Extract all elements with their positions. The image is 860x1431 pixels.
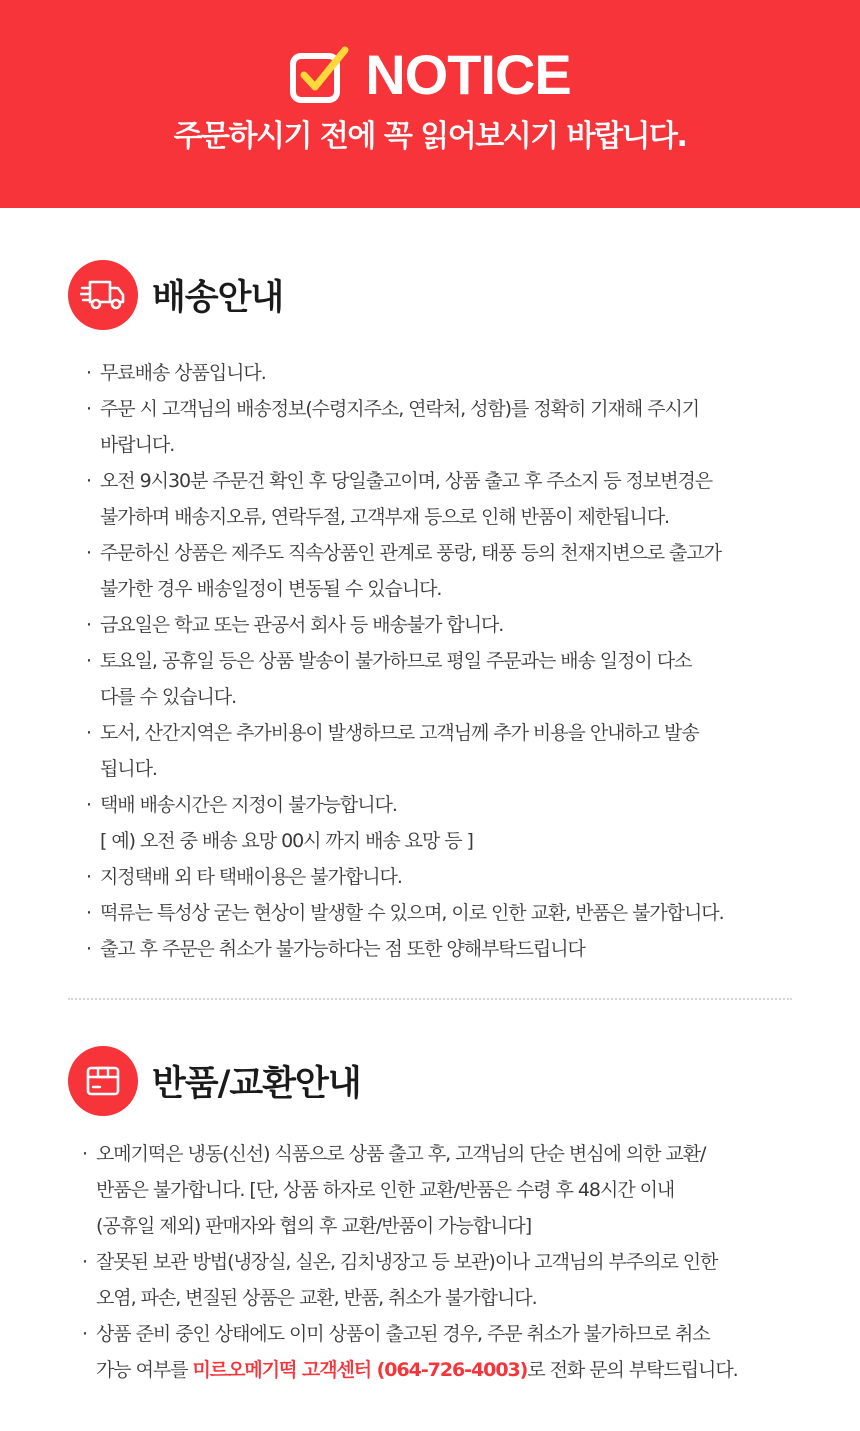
list-item: · 도서, 산간지역은 추가비용이 발생하므로 고객님께 추가 비용을 안내하고 발송 됩니다. <box>86 715 724 787</box>
section-divider <box>68 998 792 1000</box>
list-item: · 토요일, 공휴일 등은 상품 발송이 불가하므로 평일 주문과는 배송 일정이 다소 다를 수 있습니다. <box>86 643 724 715</box>
list-item: · 오전 9시30분 주문건 확인 후 당일출고이며, 상품 출고 후 주소지 등 정보변경은 불가하며 배송지오류, 연락두절, 고객부재 등으로 인해 반품이 제한됩니다. <box>86 463 724 535</box>
notice-subtitle: 주문하시기 전에 꼭 읽어보시기 바랍니다. <box>173 119 687 154</box>
list-item: · 상품 준비 중인 상태에도 이미 상품이 출고된 경우, 주문 취소가 불가하므로 취소 가능 여부를 미르오메기떡 고객센터 (064-726-4003)로 전화 문의 부탁드립니다. <box>82 1316 738 1388</box>
customer-center-contact: 미르오메기떡 고객센터 (064-726-4003) <box>192 1359 528 1381</box>
list-item: · 주문하신 상품은 제주도 직속상품인 관계로 풍랑, 태풍 등의 천재지변으로 출고가 불가한 경우 배송일정이 변동될 수 있습니다. <box>86 535 724 607</box>
list-item: · 오메기떡은 냉동(신선) 식품으로 상품 출고 후, 고객님의 단순 변심에 의한 교환/ 반품은 불가합니다. [단, 상품 하자로 인한 교환/반품은 수령 후 48시간 이내 (공휴일 제외) 판매자와 협의 후 교환/반품이 가능합니다] <box>82 1136 738 1244</box>
list-item: · 택배 배송시간은 지정이 불가능합니다. [ 예) 오전 중 배송 요망 00시 까지 배송 요망 등 ] <box>86 787 724 859</box>
returns-section-title: 반품/교환안내 <box>152 1064 361 1104</box>
shipping-section-header <box>68 260 283 330</box>
list-item: · 주문 시 고객님의 배송정보(수령지주소, 연락처, 성함)를 정확히 기재해 주시기 바랍니다. <box>86 391 724 463</box>
notice-title-row <box>0 42 860 108</box>
returns-section-header <box>68 1046 361 1116</box>
box-icon <box>68 1046 138 1116</box>
list-item: · 금요일은 학교 또는 관공서 회사 등 배송불가 합니다. <box>86 607 724 643</box>
shipping-notice-list <box>86 355 724 967</box>
notice-banner <box>0 0 860 208</box>
truck-icon <box>68 260 138 330</box>
shipping-section-title: 배송안내 <box>152 278 284 318</box>
list-item: · 잘못된 보관 방법(냉장실, 실온, 김치냉장고 등 보관)이나 고객님의 부주의로 인한 오염, 파손, 변질된 상품은 교환, 반품, 취소가 불가합니다. <box>82 1244 738 1316</box>
list-item: · 출고 후 주문은 취소가 불가능하다는 점 또한 양해부탁드립니다 <box>86 931 724 967</box>
list-item: · 무료배송 상품입니다. <box>86 355 724 391</box>
notice-title: NOTICE <box>365 43 571 106</box>
list-item: · 떡류는 특성상 굳는 현상이 발생할 수 있으며, 이로 인한 교환, 반품은 불가합니다. <box>86 895 724 931</box>
returns-notice-list <box>82 1136 738 1388</box>
list-item: · 지정택배 외 타 택배이용은 불가합니다. <box>86 859 724 895</box>
checkbox-icon <box>289 44 351 106</box>
